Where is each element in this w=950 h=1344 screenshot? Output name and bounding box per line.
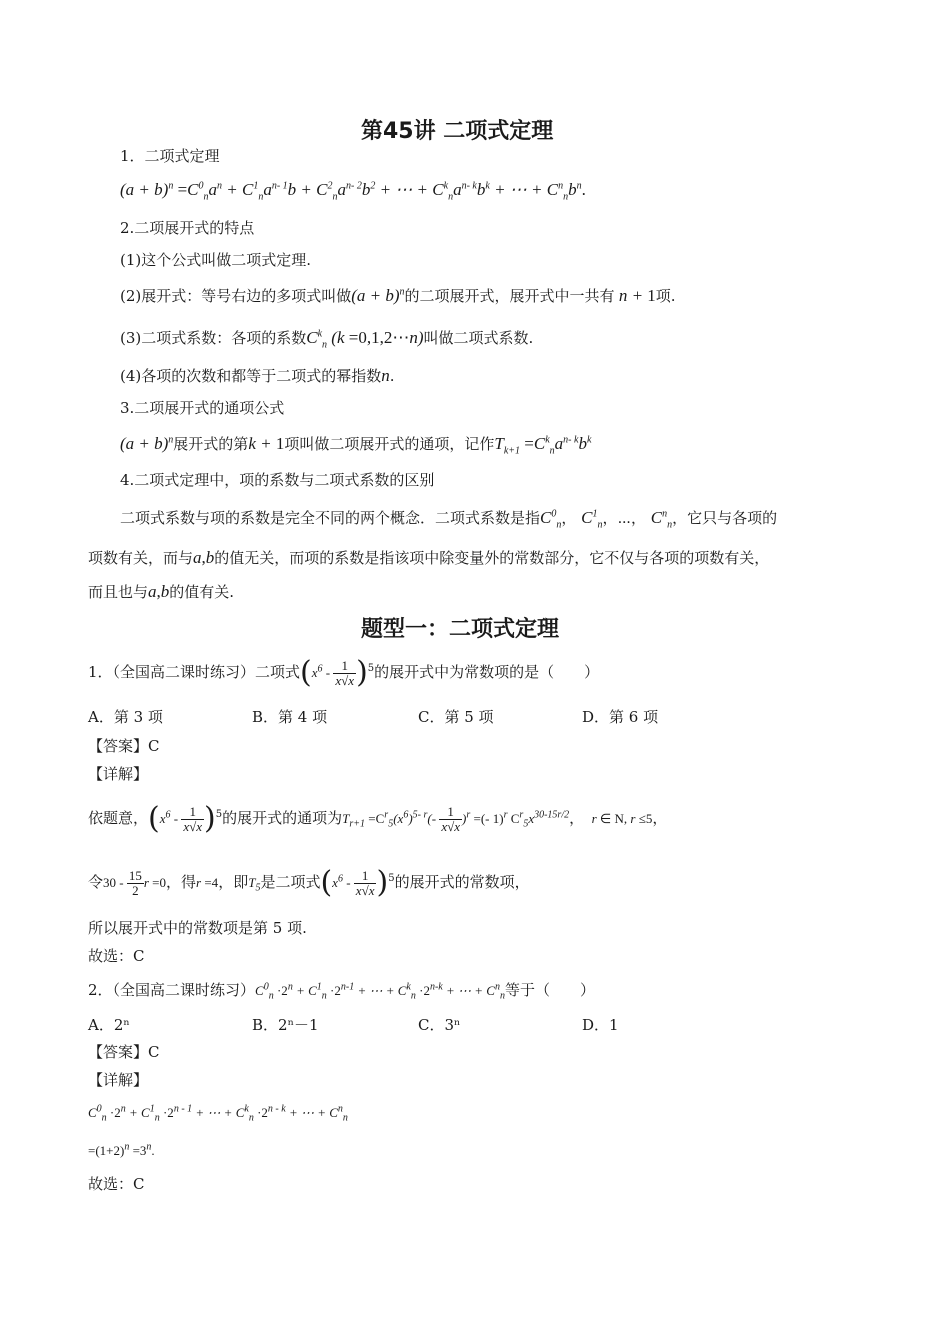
q2-answer: 【答案】C	[88, 1043, 160, 1061]
q1-option-d: D．第 6 项	[582, 708, 659, 726]
q2-option-a: A．2ⁿ	[88, 1016, 130, 1034]
q2-solution-line-2: $=(1+2)^n =3^n$.	[88, 1141, 155, 1158]
q1-stem: 1．（全国高二课时练习）二项式($x^6$ - $\frac{1}{x√x}$ )$^5$的展开式中为常数项的是（ ）	[88, 655, 600, 690]
section-heading-3: 3.二项展开式的通项公式	[120, 399, 285, 417]
q1-solution-line-1: 依题意，($x^6$ - $\frac{1}{x√x}$ )$^5$的展开式的通项为$T_{r+1} =C^r_5(x^6)^{5- r}(-$ $\frac{1}{x√x}$ )$^r$ =(- 1)$^r$ $C^r_5x^{30-15r/2}$， r ∈ N, r ≤5，	[88, 801, 668, 836]
diff-para-line-3: 而且也与a,b的值有关.	[88, 582, 235, 601]
section-heading-2: 2.二项展开式的特点	[120, 219, 255, 237]
q1-solution-line-3: 所以展开式中的常数项是第 5 项.	[88, 919, 307, 937]
q1-detail-label: 【详解】	[88, 765, 149, 783]
q2-option-d: D．1	[582, 1016, 619, 1034]
q1-solution-line-2: 令30 - $\frac{15}{2}$ r =0，得r =4，即$T_5$是二项式($x^6$ - $\frac{1}{x√x}$ )$^5$的展开式的常数项，	[88, 865, 530, 900]
section-heading-4: 4.二项式定理中，项的系数与二项式系数的区别	[120, 471, 435, 489]
q2-final: 故选：C	[88, 1175, 145, 1193]
topic-heading: 题型一：二项式定理	[361, 617, 560, 642]
general-term: $(a + b)^n$展开式的第k + 1项叫做二项展开式的通项，记作$T_{k+1} =C^k_na^{n- k}b^k$	[120, 434, 592, 457]
q2-detail-label: 【详解】	[88, 1071, 149, 1089]
q1-option-c: C．第 5 项	[418, 708, 494, 726]
section-heading-1: 1．二项式定理	[120, 147, 220, 165]
feature-4: (4)各项的次数和都等于二项式的幂指数n.	[120, 366, 395, 385]
q1-option-a: A．第 3 项	[88, 708, 163, 726]
q1-option-b: B．第 4 项	[252, 708, 328, 726]
q2-option-b: B．2ⁿ－1	[252, 1016, 319, 1034]
q1-answer: 【答案】C	[88, 737, 160, 755]
q1-final: 故选：C	[88, 947, 145, 965]
diff-para-line-2: 项数有关，而与a,b的值无关，而项的系数是指该项中除变量外的常数部分，它不仅与各项的项数有关，	[88, 548, 770, 567]
q2-solution-line-1: $C^0_n \cdot 2^n + C^1_n \cdot 2^{n - 1}$ + ⋯ + $C^k_n \cdot 2^{n - k}$ + ⋯ + $C^n_n$	[88, 1103, 348, 1124]
binomial-theorem-formula: $(a + b)^n =C^0_na^n + C^1_na^{n- 1}b + C^2_na^{n- 2}b^2$ + ⋯ + $C^k_na^{n- k}b^k$ + ⋯ + $C^n_nb^n$.	[120, 180, 586, 203]
q2-stem: 2．（全国高二课时练习）$C^0_n \cdot 2^n + C^1_n \cdot 2^{n-1}$ + ⋯ + $C^k_n \cdot 2^{n-k}$ + ⋯ + $C^n_n$等于（ ）	[88, 981, 595, 1002]
page-title: 第45讲 二项式定理	[361, 119, 554, 144]
feature-1: (1)这个公式叫做二项式定理.	[120, 251, 312, 269]
diff-para-line-1: 二项式系数与项的系数是完全不同的两个概念．二项式系数是指$C^0_n$， $C^1_n$，⋯， $C^n_n$，它只与各项的	[120, 508, 778, 531]
feature-2: (2)展开式：等号右边的多项式叫做$(a + b)^n$的二项展开式，展开式中一共有 n + 1项.	[120, 286, 676, 305]
feature-3: (3)二项式系数：各项的系数$C^k_n$ (k =0,1,2⋯n)叫做二项式系数.	[120, 328, 534, 351]
q2-option-c: C．3ⁿ	[418, 1016, 461, 1034]
